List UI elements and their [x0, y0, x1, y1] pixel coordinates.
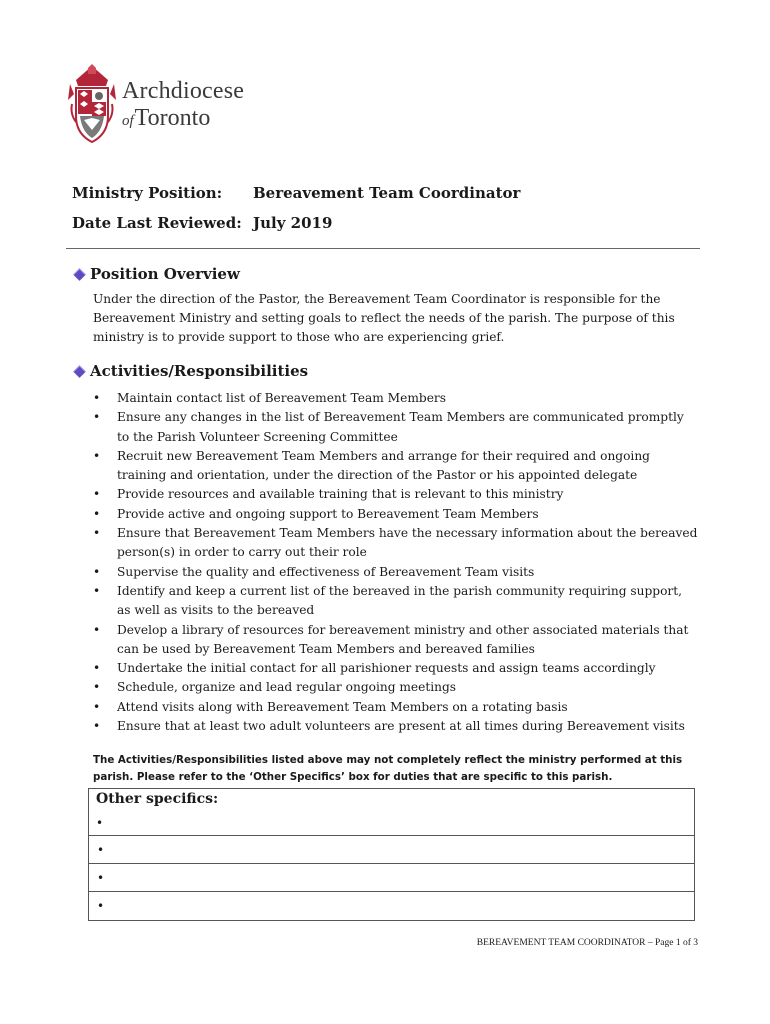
list-item: • Ensure any changes in the list of Bereavement Team Members are communicated promptly to the Parish Volunteer Screening Committee	[93, 408, 698, 447]
activities-heading	[72, 362, 308, 380]
other-specifics-box	[88, 788, 695, 921]
archdiocese-logo	[66, 64, 244, 144]
activities-disclaimer: The Activities/Responsibilities listed above may not completely reflect the ministry performed at this parish. Please refer to the ‘Other Specifics’ box for duties that are specific to this parish.	[93, 754, 683, 783]
diamond-bullet-icon	[73, 365, 86, 378]
coat-of-arms-icon	[66, 64, 118, 144]
logo-of: of	[122, 112, 134, 129]
position-overview-text: Under the direction of the Pastor, the Bereavement Team Coordinator is responsible for the Bereavement Ministry and setting goals to reflect the needs of the parish. The purpose of this ministry is to provide support to those who are experiencing grief.	[93, 292, 675, 344]
activities-list	[93, 389, 698, 736]
position-overview-heading	[72, 265, 240, 283]
other-specifics-row[interactable]: •	[89, 864, 694, 892]
ministry-position-row	[72, 184, 520, 202]
other-specifics-row[interactable]: •	[97, 899, 105, 913]
list-item: • Maintain contact list of Bereavement Team Members	[93, 389, 698, 408]
list-item: • Ensure that Bereavement Team Members have the necessary information about the bereaved person(s) in order to carry out their role	[93, 524, 698, 563]
other-specifics-bullet: •	[96, 816, 104, 830]
list-item: • Schedule, organize and lead regular ongoing meetings	[93, 678, 698, 697]
date-reviewed-value: July 2019	[253, 214, 333, 232]
logo-city: Toronto	[134, 104, 211, 131]
ministry-position-label: Ministry Position:	[72, 184, 223, 202]
activities-title: Activities/Responsibilities	[90, 362, 309, 380]
date-reviewed-label: Date Last Reviewed:	[72, 214, 242, 232]
other-specifics-row[interactable]: •	[89, 836, 694, 864]
other-specifics-header	[89, 789, 694, 836]
list-item: • Provide resources and available training that is relevant to this ministry	[93, 485, 698, 504]
logo-title: Archdiocese	[122, 77, 245, 104]
position-overview-title: Position Overview	[90, 265, 240, 283]
list-item: • Develop a library of resources for bereavement ministry and other associated materials that can be used by Bereavement Team Members and bereaved families	[93, 621, 698, 660]
list-item: • Ensure that at least two adult volunteers are present at all times during Bereavement visits	[93, 717, 698, 736]
list-item: • Provide active and ongoing support to Bereavement Team Members	[93, 505, 698, 524]
page-footer: BEREAVEMENT TEAM COORDINATOR – Page 1 of 3	[476, 938, 698, 948]
date-reviewed-row	[72, 214, 332, 232]
header-divider	[66, 248, 700, 249]
list-item: • Undertake the initial contact for all parishioner requests and assign teams accordingly	[93, 659, 698, 678]
ministry-position-value: Bereavement Team Coordinator	[253, 184, 521, 202]
other-specifics-title: Other specifics:	[96, 791, 219, 807]
list-item: • Recruit new Bereavement Team Members and arrange for their required and ongoing training and orientation, under the direction of the Pastor or his appointed delegate	[93, 447, 698, 486]
list-item: • Identify and keep a current list of the bereaved in the parish community requiring support, as well as visits to the bereaved	[93, 582, 698, 621]
diamond-bullet-icon	[73, 268, 86, 281]
logo-subtitle	[122, 106, 244, 130]
list-item: • Attend visits along with Bereavement Team Members on a rotating basis	[93, 698, 698, 717]
list-item: • Supervise the quality and effectiveness of Bereavement Team visits	[93, 563, 698, 582]
